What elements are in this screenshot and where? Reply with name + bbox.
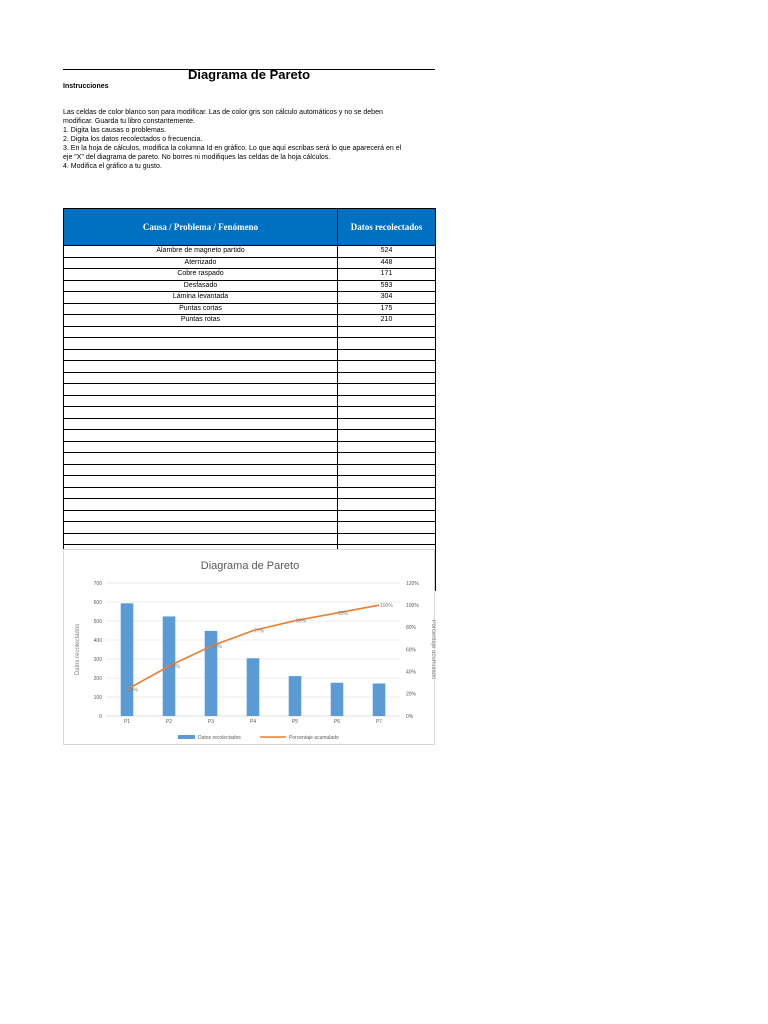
table-row (64, 487, 436, 499)
table-row (64, 499, 436, 511)
cause-cell[interactable] (64, 384, 338, 396)
table-row (64, 361, 436, 373)
cause-cell[interactable] (64, 533, 338, 545)
data-cell[interactable]: 304 (338, 292, 436, 304)
table-row (64, 522, 436, 534)
legend-label-line: Porcentaje acumulado (289, 735, 339, 741)
data-label: 100% (380, 603, 393, 610)
table-row (64, 349, 436, 361)
table-row (64, 418, 436, 430)
data-cell[interactable] (338, 349, 436, 361)
table-row (64, 280, 436, 292)
cause-cell[interactable] (64, 476, 338, 488)
data-cell[interactable]: 448 (338, 257, 436, 269)
data-cell[interactable] (338, 326, 436, 338)
bar (247, 658, 260, 716)
data-label: 24% (128, 687, 139, 694)
cause-cell[interactable] (64, 522, 338, 534)
table-row (64, 338, 436, 350)
table-row (64, 464, 436, 476)
cause-cell[interactable] (64, 338, 338, 350)
cause-cell[interactable] (64, 407, 338, 419)
cause-cell[interactable] (64, 430, 338, 442)
table-row (64, 476, 436, 488)
cause-cell[interactable]: Alambre de magneto partido (64, 246, 338, 258)
instruction-line: 2. Digita los datos recolectados o frecuencia. (63, 136, 203, 143)
y2-tick-label: 60% (406, 647, 417, 654)
y2-tick-label: 80% (406, 625, 417, 632)
table-row (64, 453, 436, 465)
y2-tick-label: 0% (406, 713, 414, 720)
x-tick-label: P2 (165, 719, 173, 725)
data-cell[interactable]: 593 (338, 280, 436, 292)
instructions-text (63, 108, 438, 171)
y2-axis-label: Porcentaje acumulado (430, 619, 436, 680)
table-body (64, 246, 436, 591)
table-row (64, 246, 436, 258)
y-tick-label: 500 (93, 618, 102, 625)
data-label: 77% (254, 628, 265, 635)
page-title: Diagrama de Pareto (187, 67, 311, 82)
table-row (64, 326, 436, 338)
cause-cell[interactable] (64, 418, 338, 430)
data-cell[interactable] (338, 441, 436, 453)
x-tick-label: P3 (207, 719, 215, 725)
table-row (64, 303, 436, 315)
table-row (64, 430, 436, 442)
y2-tick-label: 120% (406, 580, 419, 587)
data-cell[interactable] (338, 372, 436, 384)
table-row (64, 372, 436, 384)
data-label: 45% (170, 664, 181, 671)
cause-cell[interactable] (64, 499, 338, 511)
table-row (64, 292, 436, 304)
pareto-chart (63, 549, 435, 745)
y-tick-label: 700 (93, 580, 102, 587)
x-tick-label: P5 (291, 719, 299, 725)
data-cell[interactable] (338, 338, 436, 350)
table-row (64, 441, 436, 453)
cause-cell[interactable]: Cobre raspado (64, 269, 338, 281)
data-cell[interactable] (338, 476, 436, 488)
pareto-chart-svg (64, 550, 436, 746)
data-cell[interactable] (338, 418, 436, 430)
cause-cell[interactable]: Desfasado (64, 280, 338, 292)
data-cell[interactable] (338, 361, 436, 373)
data-cell[interactable] (338, 430, 436, 442)
instruction-line: modificar. Guarda tu libro constantemente. (63, 118, 195, 125)
table-row (64, 384, 436, 396)
bar (121, 603, 134, 716)
table-header-row (64, 209, 436, 246)
table-row (64, 315, 436, 327)
table-row (64, 257, 436, 269)
cause-cell[interactable]: Puntas cortas (64, 303, 338, 315)
x-tick-label: P1 (123, 719, 131, 725)
legend-label-bars: Datos recolectados (198, 735, 241, 741)
x-tick-label: P6 (333, 719, 341, 725)
cause-cell[interactable] (64, 326, 338, 338)
table-row (64, 269, 436, 281)
y-tick-label: 600 (93, 599, 102, 606)
instruction-line: 4. Modifica el gráfico a tu gusto. (63, 163, 162, 170)
y-axis-label: Datos recolectados (75, 623, 81, 676)
data-label: 93% (338, 610, 349, 617)
bar (331, 683, 344, 716)
data-label: 86% (296, 618, 307, 625)
y-tick-label: 0 (99, 713, 102, 720)
legend-swatch-bars (178, 735, 195, 739)
y2-tick-label: 20% (406, 691, 417, 698)
x-tick-label: P4 (249, 719, 257, 725)
y2-tick-label: 40% (406, 669, 417, 676)
data-cell[interactable]: 210 (338, 315, 436, 327)
instruction-line: Las celdas de color blanco son para modificar. Las de color gris son cálculo automáticos y no se deben (63, 109, 383, 116)
cause-cell[interactable] (64, 487, 338, 499)
column-header-cause: Causa / Problema / Fenómeno (64, 209, 338, 246)
cause-cell[interactable] (64, 372, 338, 384)
data-cell[interactable] (338, 407, 436, 419)
table-row (64, 533, 436, 545)
table-row (64, 407, 436, 419)
data-cell[interactable] (338, 384, 436, 396)
cause-cell[interactable] (64, 510, 338, 522)
data-cell[interactable] (338, 533, 436, 545)
y-tick-label: 200 (93, 675, 102, 682)
cause-cell[interactable] (64, 441, 338, 453)
instruction-line: eje "X" del diagrama de pareto. No borres ni modifiques las celdas de la hoja cálculos. (63, 154, 331, 161)
data-cell[interactable]: 175 (338, 303, 436, 315)
data-cell[interactable] (338, 499, 436, 511)
y2-tick-label: 100% (406, 602, 419, 609)
data-cell[interactable] (338, 522, 436, 534)
data-cell[interactable] (338, 487, 436, 499)
data-cell[interactable]: 171 (338, 269, 436, 281)
data-label: 63% (212, 644, 223, 651)
y-tick-label: 300 (93, 656, 102, 663)
column-header-data: Datos recolectados (338, 209, 436, 246)
data-cell[interactable] (338, 510, 436, 522)
table-row (64, 510, 436, 522)
y-tick-label: 400 (93, 637, 102, 644)
data-cell[interactable] (338, 395, 436, 407)
bar (373, 684, 386, 716)
instruction-line: 3. En la hoja de cálculos, modifica la columna Id en gráfico. Lo que aquí escribas será lo que aparecerá en el (63, 145, 402, 152)
data-cell[interactable]: 524 (338, 246, 436, 258)
instructions-heading: Instrucciones (63, 83, 109, 90)
cause-cell[interactable] (64, 453, 338, 465)
data-cell[interactable] (338, 453, 436, 465)
table-row (64, 395, 436, 407)
cause-cell[interactable]: Lámina levantada (64, 292, 338, 304)
cause-cell[interactable] (64, 349, 338, 361)
data-table (63, 208, 436, 591)
cause-cell[interactable] (64, 361, 338, 373)
instruction-line: 1. Digita las causas o problemas. (63, 127, 167, 134)
cause-cell[interactable]: Puntas rotas (64, 315, 338, 327)
data-cell[interactable] (338, 464, 436, 476)
x-tick-label: P7 (375, 719, 383, 725)
cause-cell[interactable] (64, 395, 338, 407)
y-tick-label: 100 (93, 694, 102, 701)
cause-cell[interactable]: Aterrizado (64, 257, 338, 269)
cause-cell[interactable] (64, 464, 338, 476)
bar (289, 676, 302, 716)
chart-title: Diagrama de Pareto (200, 560, 300, 572)
